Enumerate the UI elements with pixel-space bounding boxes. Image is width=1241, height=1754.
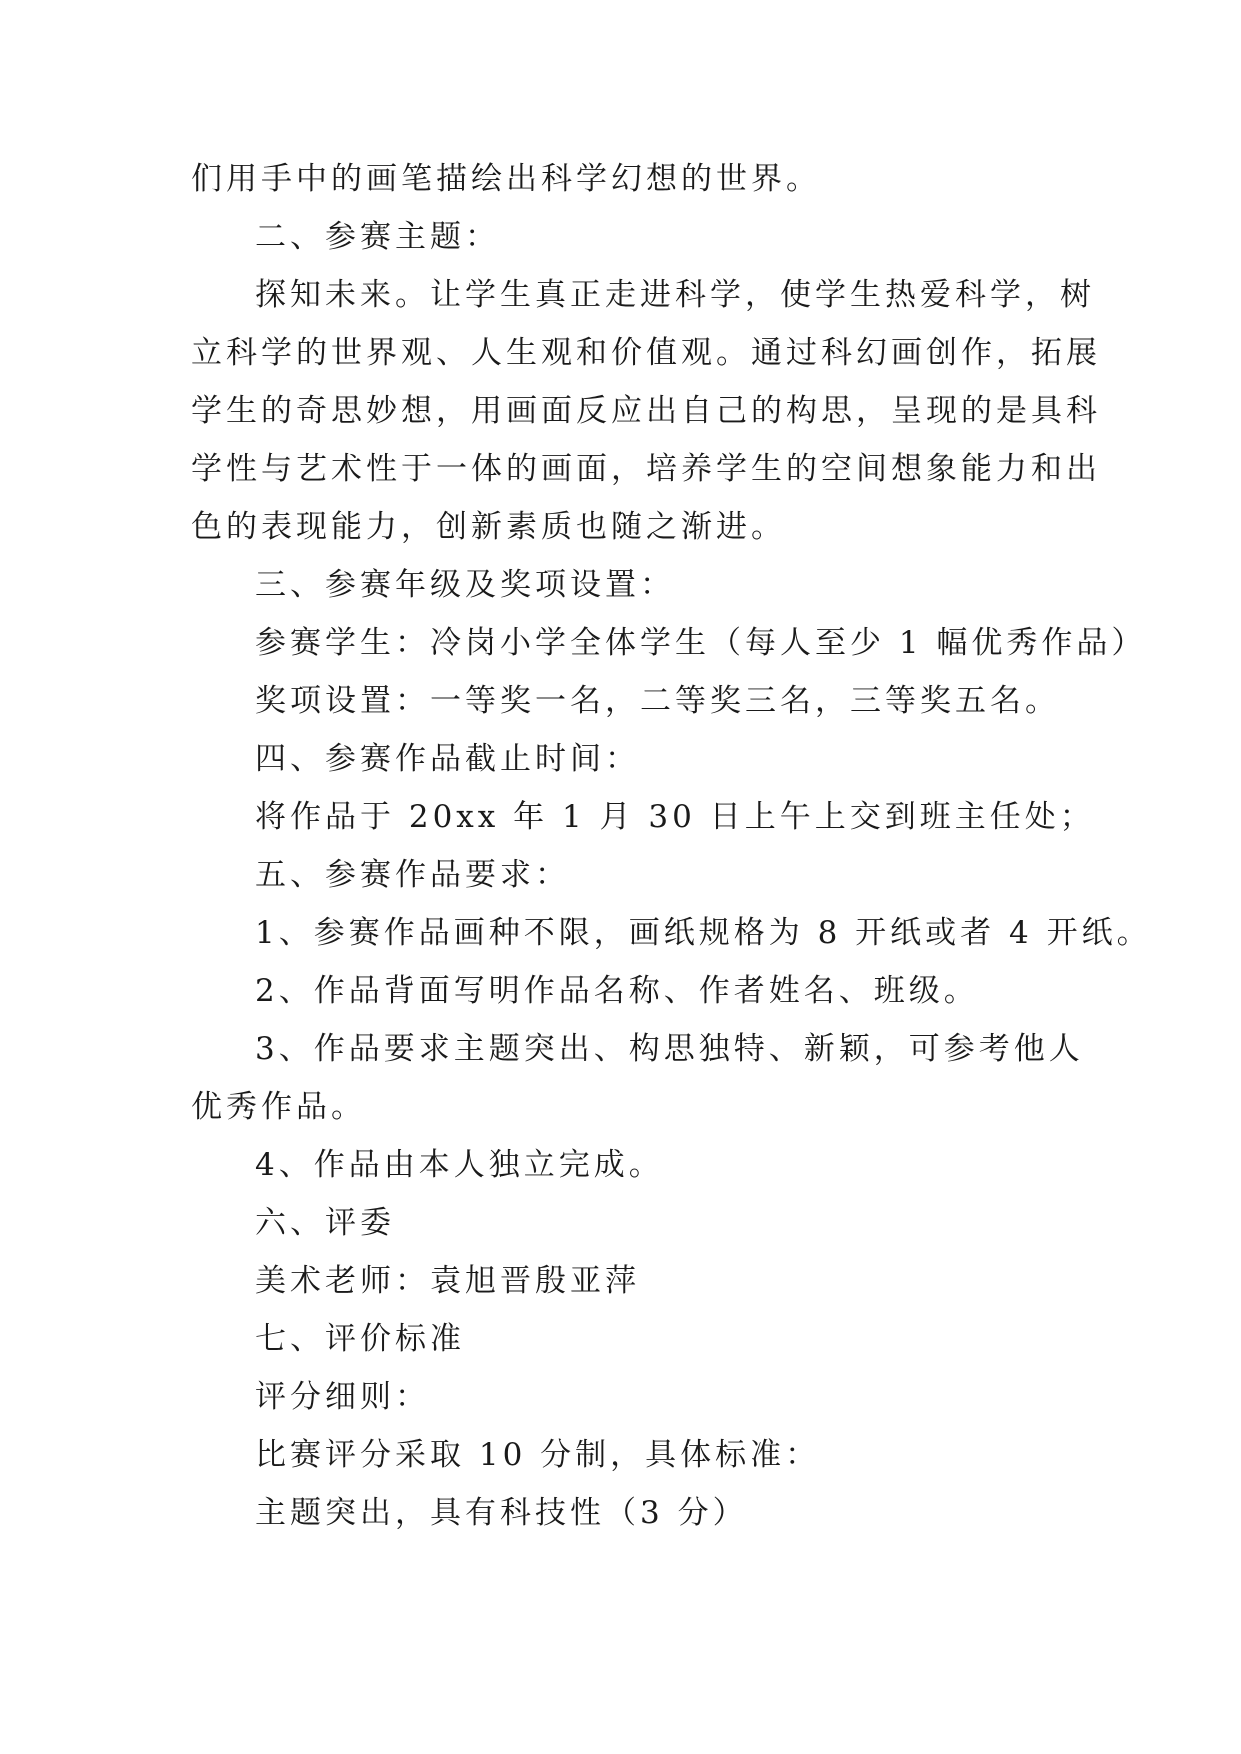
paragraph-line: 奖项设置：一等奖一名，二等奖三名，三等奖五名。 bbox=[255, 683, 1060, 719]
paragraph-line: 2、作品背面写明作品名称、作者姓名、班级。 bbox=[255, 973, 979, 1009]
paragraph-line: 参赛学生：冷岗小学全体学生（每人至少 1 幅优秀作品） bbox=[255, 625, 1147, 661]
paragraph-line: 六、评委 bbox=[255, 1205, 395, 1241]
paragraph-line: 1、参赛作品画种不限，画纸规格为 8 开纸或者 4 开纸。 bbox=[255, 915, 1152, 951]
paragraph-line: 美术老师：袁旭晋殷亚萍 bbox=[255, 1263, 640, 1299]
paragraph-line: 4、作品由本人独立完成。 bbox=[255, 1147, 664, 1183]
paragraph-line: 学生的奇思妙想，用画面反应出自己的构思，呈现的是具科 bbox=[191, 393, 1101, 429]
paragraph-line: 评分细则： bbox=[255, 1379, 430, 1415]
paragraph-line: 色的表现能力，创新素质也随之渐进。 bbox=[191, 509, 786, 545]
document-body bbox=[191, 150, 1152, 1542]
paragraph-line: 优秀作品。 bbox=[191, 1089, 366, 1125]
paragraph-line: 们用手中的画笔描绘出科学幻想的世界。 bbox=[191, 161, 821, 197]
paragraph-line: 五、参赛作品要求： bbox=[255, 857, 570, 893]
paragraph-line: 四、参赛作品截止时间： bbox=[255, 741, 640, 777]
paragraph-line: 探知未来。让学生真正走进科学，使学生热爱科学，树 bbox=[255, 277, 1095, 313]
paragraph-line: 二、参赛主题： bbox=[255, 219, 500, 255]
paragraph-line: 3、作品要求主题突出、构思独特、新颖，可参考他人 bbox=[255, 1031, 1084, 1067]
paragraph-line: 将作品于 20xx 年 1 月 30 日上午上交到班主任处； bbox=[255, 799, 1095, 835]
paragraph-line: 比赛评分采取 10 分制，具体标准： bbox=[255, 1437, 821, 1473]
paragraph-line: 立科学的世界观、人生观和价值观。通过科幻画创作，拓展 bbox=[191, 335, 1101, 371]
paragraph-line: 三、参赛年级及奖项设置： bbox=[255, 567, 675, 603]
paragraph-line: 七、评价标准 bbox=[255, 1321, 465, 1357]
paragraph-line: 学性与艺术性于一体的画面，培养学生的空间想象能力和出 bbox=[191, 451, 1101, 487]
paragraph-line: 主题突出，具有科技性（3 分） bbox=[255, 1495, 748, 1531]
